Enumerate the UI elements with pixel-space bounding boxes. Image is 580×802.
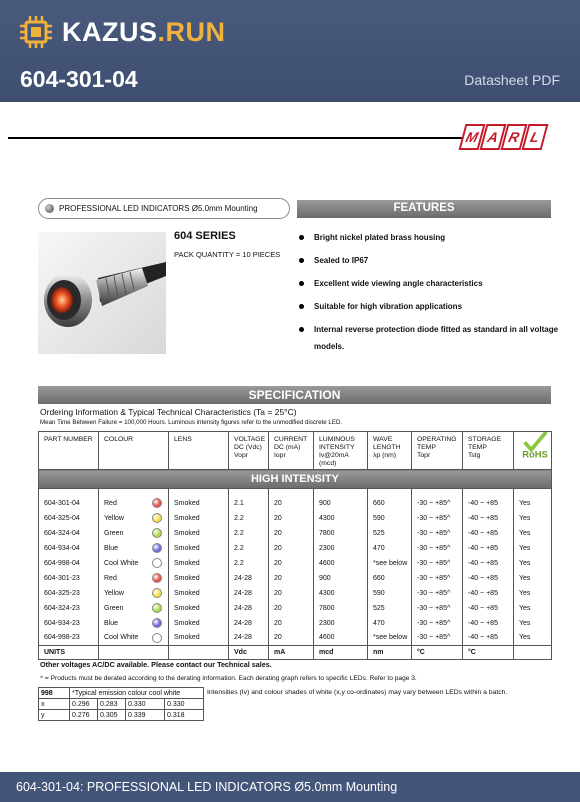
operating-temp: -30 ~ +85^ — [412, 541, 463, 556]
luminous-intensity: 7800 — [314, 526, 368, 541]
lens: Smoked — [169, 541, 229, 556]
storage-temp: -40 ~ +85 — [463, 556, 514, 571]
spacer-row — [39, 489, 552, 496]
col-header-wavelength: WAVE LENGTH λp (nm) — [368, 432, 412, 470]
colour-coordinates-table — [38, 687, 204, 721]
storage-temp: -40 ~ +85 — [463, 541, 514, 556]
series-title: 604 SERIES — [174, 230, 236, 242]
part-number: 604-301-23 — [39, 571, 99, 586]
table-header-row — [39, 432, 552, 470]
voltage: 24-28 — [229, 631, 269, 646]
storage-temp: -40 ~ +85 — [463, 631, 514, 646]
rohs-compliant: Yes — [514, 616, 552, 631]
features-list — [298, 229, 560, 361]
current: 20 — [269, 496, 314, 511]
lens: Smoked — [169, 571, 229, 586]
part-number: 604-324-23 — [39, 601, 99, 616]
product-category-label: PROFESSIONAL LED INDICATORS Ø5.0mm Mounting — [59, 204, 258, 213]
colour-cell — [99, 496, 169, 511]
col-header-storage-temp: STORAGE TEMP Tstg — [463, 432, 514, 470]
lens: Smoked — [169, 496, 229, 511]
mtbf-note: Mean Time Between Failure = 100,000 Hours. Luminous intensity figures refer to the unmodified discrete LED. — [40, 419, 343, 426]
derating-note: ^ = Products must be derated according to the derating information. Each derating graph refers to specific LEDs. Refer to page 3. — [40, 675, 417, 682]
colour-name: Blue — [104, 619, 119, 627]
ordering-info-title: Ordering Information & Typical Technical Characteristics (Ta = 25°C) — [40, 407, 297, 417]
site-logo[interactable] — [18, 14, 226, 50]
col-header-voltage: VOLTAGE DC (Vdc) Vopr — [229, 432, 269, 470]
col-header-rohs — [514, 432, 552, 470]
units-current: mA — [269, 646, 314, 660]
voltage: 2.2 — [229, 541, 269, 556]
colour-name: Red — [104, 574, 117, 582]
voltage: 24-28 — [229, 616, 269, 631]
coords-title: *Typical emission colour cool white — [70, 688, 204, 699]
current: 20 — [269, 526, 314, 541]
storage-temp: -40 ~ +85 — [463, 586, 514, 601]
rohs-compliant: Yes — [514, 526, 552, 541]
led-colour-icon — [152, 498, 162, 508]
table-row — [39, 541, 552, 556]
colour-cell — [99, 601, 169, 616]
part-number: 604-998-23 — [39, 631, 99, 646]
coords-value: 0.339 — [126, 710, 165, 721]
colour-cell — [99, 511, 169, 526]
part-number: 604-325-04 — [39, 511, 99, 526]
rohs-compliant: Yes — [514, 631, 552, 646]
storage-temp: -40 ~ +85 — [463, 616, 514, 631]
high-intensity-heading: HIGH INTENSITY — [39, 470, 552, 489]
brand-name: KAZUS.RUN — [62, 16, 226, 47]
high-intensity-row — [39, 470, 552, 489]
coords-y-row — [39, 710, 204, 721]
luminous-intensity: 2300 — [314, 541, 368, 556]
chip-icon — [18, 14, 54, 50]
current: 20 — [269, 556, 314, 571]
wavelength: 590 — [368, 511, 412, 526]
colour-name: Green — [104, 529, 124, 537]
wavelength: 525 — [368, 601, 412, 616]
table-row — [39, 601, 552, 616]
part-number: 604-934-04 — [39, 541, 99, 556]
current: 20 — [269, 601, 314, 616]
wavelength: *see below — [368, 556, 412, 571]
lens: Smoked — [169, 556, 229, 571]
coords-value: 0.330 — [165, 699, 204, 710]
storage-temp: -40 ~ +85 — [463, 601, 514, 616]
page-title: 604-301-04 — [20, 66, 138, 92]
doc-type-label: Datasheet PDF — [464, 72, 560, 88]
luminous-intensity: 900 — [314, 496, 368, 511]
white-variation-note: Intensities (Iv) and colour shades of white (x,y co-ordinates) may vary between LEDs within a batch. — [207, 689, 508, 696]
units-empty — [169, 646, 229, 660]
coords-value: 0.318 — [165, 710, 204, 721]
wavelength: 470 — [368, 616, 412, 631]
colour-name: Green — [104, 604, 124, 612]
table-row — [39, 526, 552, 541]
units-empty — [514, 646, 552, 660]
luminous-intensity: 7800 — [314, 601, 368, 616]
lens: Smoked — [169, 616, 229, 631]
col-header-lens: LENS — [169, 432, 229, 470]
feature-item: Bright nickel plated brass housing — [298, 229, 560, 246]
rohs-compliant: Yes — [514, 511, 552, 526]
led-indicator-image — [38, 232, 166, 354]
coords-value: 0.276 — [70, 710, 98, 721]
site-header — [0, 0, 580, 102]
part-number: 604-934-23 — [39, 616, 99, 631]
coords-axis: y — [39, 710, 70, 721]
wavelength: 470 — [368, 541, 412, 556]
coords-value: 0.283 — [98, 699, 126, 710]
coords-value: 0.296 — [70, 699, 98, 710]
wavelength: 590 — [368, 586, 412, 601]
current: 20 — [269, 511, 314, 526]
feature-item: Internal reverse protection diode fitted as standard in all voltage models. — [298, 321, 560, 355]
current: 20 — [269, 571, 314, 586]
storage-temp: -40 ~ +85 — [463, 511, 514, 526]
voltage: 2.1 — [229, 496, 269, 511]
lens: Smoked — [169, 601, 229, 616]
operating-temp: -30 ~ +85^ — [412, 511, 463, 526]
units-storage-temp: °C — [463, 646, 514, 660]
header-rule — [8, 137, 464, 139]
rohs-compliant: Yes — [514, 541, 552, 556]
col-header-part: PART NUMBER — [39, 432, 99, 470]
rohs-compliant: Yes — [514, 586, 552, 601]
col-header-colour: COLOUR — [99, 432, 169, 470]
rohs-compliant: Yes — [514, 496, 552, 511]
operating-temp: -30 ~ +85^ — [412, 631, 463, 646]
table-row — [39, 496, 552, 511]
lens: Smoked — [169, 586, 229, 601]
table-row — [39, 616, 552, 631]
wavelength: 660 — [368, 496, 412, 511]
led-colour-icon — [152, 618, 162, 628]
units-row — [39, 646, 552, 660]
rohs-badge-icon — [516, 432, 552, 462]
units-label: UNITS — [39, 646, 99, 660]
product-photo — [38, 232, 166, 354]
wavelength: *see below — [368, 631, 412, 646]
logo-letter: R — [501, 124, 528, 150]
luminous-intensity: 4300 — [314, 586, 368, 601]
feature-item: Sealed to IP67 — [298, 252, 560, 269]
colour-name: Red — [104, 499, 117, 507]
pack-quantity: PACK QUANTITY = 10 PIECES — [174, 250, 281, 259]
current: 20 — [269, 616, 314, 631]
svg-text:RoHS: RoHS — [522, 449, 548, 460]
coords-axis: x — [39, 699, 70, 710]
colour-name: Yellow — [104, 514, 124, 522]
led-colour-icon — [152, 588, 162, 598]
storage-temp: -40 ~ +85 — [463, 496, 514, 511]
other-voltages-note: Other voltages AC/DC available. Please contact our Technical sales. — [40, 660, 272, 669]
voltage: 2.2 — [229, 511, 269, 526]
part-number: 604-325-23 — [39, 586, 99, 601]
part-number: 604-998-04 — [39, 556, 99, 571]
operating-temp: -30 ~ +85^ — [412, 601, 463, 616]
luminous-intensity: 4600 — [314, 631, 368, 646]
table-row — [39, 556, 552, 571]
units-operating-temp: °C — [412, 646, 463, 660]
storage-temp: -40 ~ +85 — [463, 571, 514, 586]
current: 20 — [269, 541, 314, 556]
colour-cell — [99, 631, 169, 646]
colour-cell — [99, 556, 169, 571]
table-row — [39, 631, 552, 646]
coords-value: 0.330 — [126, 699, 165, 710]
led-colour-icon — [152, 558, 162, 568]
units-empty — [99, 646, 169, 660]
colour-name: Cool White — [104, 559, 139, 567]
table-row — [39, 511, 552, 526]
luminous-intensity: 900 — [314, 571, 368, 586]
logo-letter: L — [522, 124, 549, 150]
feature-item: Suitable for high vibration applications — [298, 298, 560, 315]
manufacturer-logo — [462, 124, 546, 150]
led-colour-icon — [152, 573, 162, 583]
luminous-intensity: 4600 — [314, 556, 368, 571]
part-number: 604-301-04 — [39, 496, 99, 511]
operating-temp: -30 ~ +85^ — [412, 616, 463, 631]
colour-cell — [99, 526, 169, 541]
voltage: 2.2 — [229, 556, 269, 571]
colour-name: Yellow — [104, 589, 124, 597]
specification-heading: SPECIFICATION — [38, 386, 551, 404]
coords-value: 0.305 — [98, 710, 126, 721]
feature-item: Excellent wide viewing angle characteristics — [298, 275, 560, 292]
luminous-intensity: 4300 — [314, 511, 368, 526]
voltage: 24-28 — [229, 571, 269, 586]
coords-title-row — [39, 688, 204, 699]
operating-temp: -30 ~ +85^ — [412, 496, 463, 511]
table-row — [39, 571, 552, 586]
operating-temp: -30 ~ +85^ — [412, 526, 463, 541]
logo-letter: M — [459, 124, 486, 150]
wavelength: 660 — [368, 571, 412, 586]
colour-cell — [99, 541, 169, 556]
features-heading: FEATURES — [297, 200, 551, 218]
specification-table — [38, 431, 552, 660]
colour-cell — [99, 571, 169, 586]
coords-x-row — [39, 699, 204, 710]
col-header-current: CURRENT DC (mA) Iopr — [269, 432, 314, 470]
operating-temp: -30 ~ +85^ — [412, 571, 463, 586]
lens: Smoked — [169, 526, 229, 541]
col-header-operating-temp: OPERATING TEMP Topr — [412, 432, 463, 470]
lens: Smoked — [169, 631, 229, 646]
col-header-luminous: LUMINOUS INTENSITY Iv@20mA (mcd) — [314, 432, 368, 470]
part-number: 604-324-04 — [39, 526, 99, 541]
bullet-icon — [45, 204, 54, 213]
page-footer: 604-301-04: PROFESSIONAL LED INDICATORS Ø5.0mm Mounting — [0, 772, 580, 802]
table-row — [39, 586, 552, 601]
wavelength: 525 — [368, 526, 412, 541]
units-luminous: mcd — [314, 646, 368, 660]
rohs-compliant: Yes — [514, 601, 552, 616]
colour-name: Cool White — [104, 634, 139, 642]
led-colour-icon — [152, 543, 162, 553]
colour-name: Blue — [104, 544, 119, 552]
led-colour-icon — [152, 513, 162, 523]
current: 20 — [269, 631, 314, 646]
operating-temp: -30 ~ +85^ — [412, 556, 463, 571]
lens: Smoked — [169, 511, 229, 526]
rohs-compliant: Yes — [514, 571, 552, 586]
operating-temp: -30 ~ +85^ — [412, 586, 463, 601]
product-category — [38, 198, 290, 219]
logo-letter: A — [480, 124, 507, 150]
led-colour-icon — [152, 633, 162, 643]
rohs-compliant: Yes — [514, 556, 552, 571]
luminous-intensity: 2300 — [314, 616, 368, 631]
voltage: 24-28 — [229, 601, 269, 616]
current: 20 — [269, 586, 314, 601]
colour-cell — [99, 616, 169, 631]
colour-cell — [99, 586, 169, 601]
coords-part: 998 — [39, 688, 70, 699]
storage-temp: -40 ~ +85 — [463, 526, 514, 541]
led-colour-icon — [152, 603, 162, 613]
voltage: 2.2 — [229, 526, 269, 541]
units-wavelength: nm — [368, 646, 412, 660]
led-colour-icon — [152, 528, 162, 538]
voltage: 24-28 — [229, 586, 269, 601]
units-voltage: Vdc — [229, 646, 269, 660]
